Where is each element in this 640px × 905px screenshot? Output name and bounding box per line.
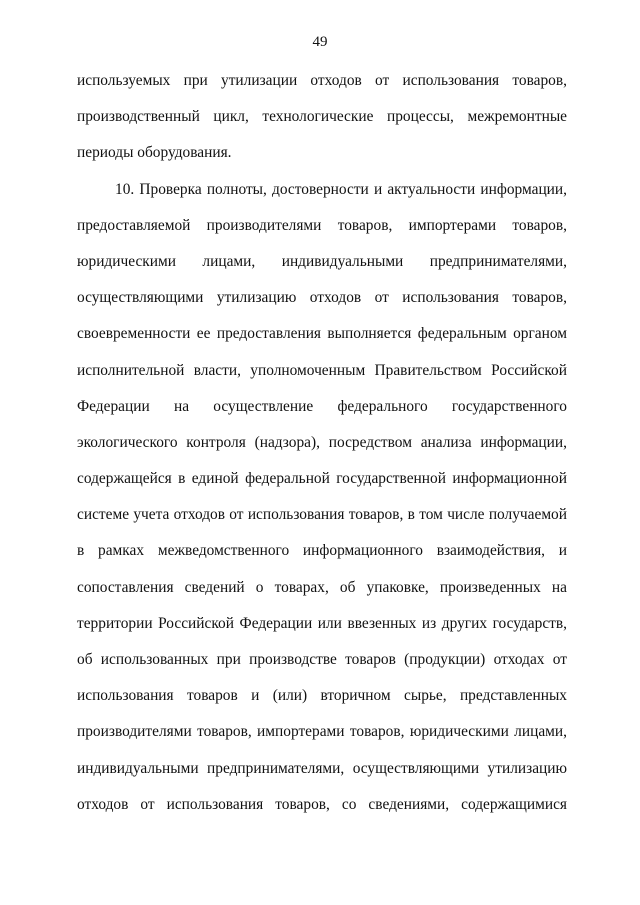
text-line: системе учета отходов от использования товаров, в том числе получаемой <box>77 506 567 524</box>
text-line: содержащейся в единой федеральной государственной информационной <box>77 470 567 488</box>
text-line: используемых при утилизации отходов от использования товаров, <box>77 72 567 89</box>
text-line: предоставляемой производителями товаров, импортерами товаров, <box>77 216 567 234</box>
body-text <box>77 72 567 832</box>
text-line: в рамках межведомственного информационного взаимодействия, и <box>77 542 567 560</box>
text-line: Федерации на осуществление федерального государственного <box>77 397 567 415</box>
text-line: территории Российской Федерации или ввезенных из других государств, <box>77 614 567 632</box>
text-line: индивидуальными предпринимателями, осуществляющими утилизацию <box>77 759 567 777</box>
text-line: производителями товаров, импортерами товаров, юридическими лицами, <box>77 723 567 741</box>
text-line: юридическими лицами, индивидуальными предпринимателями, <box>77 252 567 270</box>
text-line: сопоставления сведений о товарах, об упаковке, произведенных на <box>77 578 567 596</box>
text-line: периоды оборудования. <box>77 144 232 162</box>
text-line: отходов от использования товаров, со сведениями, содержащимися <box>77 795 567 813</box>
text-line: своевременности ее предоставления выполняется федеральным органом <box>77 325 567 343</box>
paragraph-start-line: 10. Проверка полноты, достоверности и актуальности информации, <box>115 180 567 198</box>
page-number: 49 <box>312 34 328 50</box>
text-line: производственный цикл, технологические процессы, межремонтные <box>77 108 567 126</box>
text-line: об использованных при производстве товаров (продукции) отходах от <box>77 651 567 668</box>
text-line: экологического контроля (надзора), посредством анализа информации, <box>77 433 567 451</box>
text-line: осуществляющими утилизацию отходов от использования товаров, <box>77 289 567 307</box>
text-line: использования товаров и (или) вторичном сырье, представленных <box>77 687 567 705</box>
text-line: исполнительной власти, уполномоченным Правительством Российской <box>77 361 567 379</box>
